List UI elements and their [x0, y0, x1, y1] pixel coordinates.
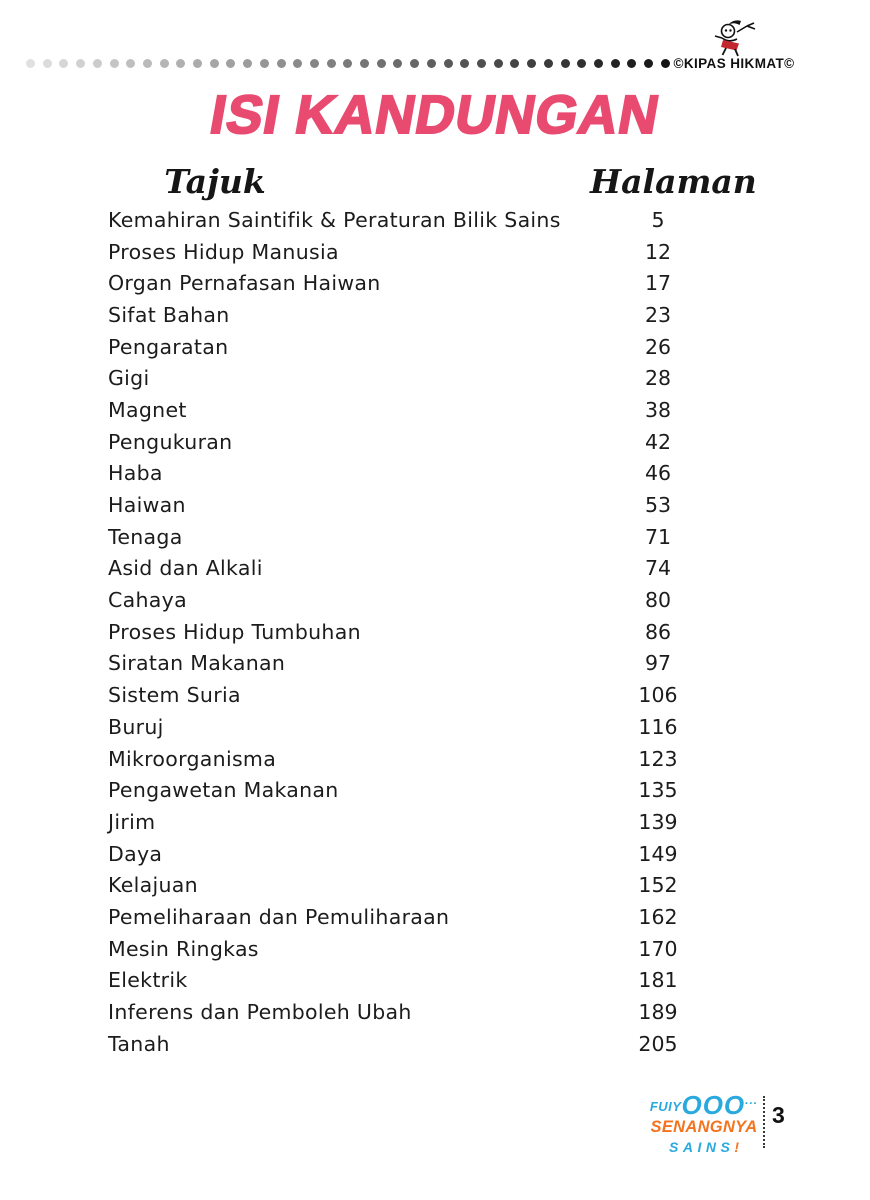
series-logo-fuiy: FUIY — [649, 1099, 682, 1114]
toc-row — [108, 806, 848, 838]
toc-row — [108, 1028, 848, 1060]
toc-entry-page: 170 — [638, 936, 678, 961]
toc-entry-page: 53 — [644, 493, 672, 518]
toc-row — [108, 616, 848, 648]
toc-entry-page: 38 — [644, 397, 672, 422]
toc-row — [108, 996, 848, 1028]
toc-entry-title: Pengukuran — [108, 429, 233, 454]
toc-row — [108, 553, 848, 585]
toc-header-row — [0, 162, 870, 206]
toc-entry-title: Jirim — [108, 809, 156, 834]
toc-row — [108, 362, 848, 394]
toc-row — [108, 426, 848, 458]
toc-entry-page: 205 — [638, 1031, 678, 1056]
toc-row — [108, 869, 848, 901]
page-number: 3 — [772, 1102, 785, 1128]
toc-entry-page: 17 — [644, 271, 672, 296]
toc-entry-title: Haiwan — [108, 493, 186, 518]
toc-row — [108, 648, 848, 680]
toc-row — [108, 711, 848, 743]
publisher-brand — [664, 18, 804, 71]
dotted-divider — [26, 58, 670, 68]
toc-entry-title: Sistem Suria — [108, 683, 241, 708]
series-logo-exclamation: ! — [734, 1138, 739, 1155]
toc-row — [108, 584, 848, 616]
toc-entry-title: Magnet — [108, 397, 187, 422]
toc-row — [108, 679, 848, 711]
toc-entry-page: 86 — [644, 619, 672, 644]
toc-entry-title: Proses Hidup Tumbuhan — [108, 619, 361, 644]
toc-entry-title: Mikroorganisma — [108, 746, 277, 771]
toc-entry-title: Asid dan Alkali — [108, 556, 263, 581]
toc-entry-page: 149 — [638, 841, 678, 866]
toc-entry-page: 28 — [644, 366, 672, 391]
toc-entry-page: 46 — [644, 461, 672, 486]
column-header-topic: Tajuk — [164, 162, 266, 201]
toc-entry-title: Pemeliharaan dan Pemuliharaan — [108, 904, 450, 929]
toc-entry-page: 189 — [638, 1000, 678, 1025]
footer-dotted-divider — [763, 1096, 765, 1148]
toc-row — [108, 965, 848, 997]
toc-entry-title: Buruj — [108, 714, 164, 739]
toc-entry-title: Daya — [108, 841, 163, 866]
toc-entry-title: Pengawetan Makanan — [108, 778, 339, 803]
toc-entry-title: Gigi — [108, 366, 150, 391]
toc-entry-page: 139 — [638, 809, 678, 834]
toc-entry-page: 80 — [644, 588, 672, 613]
toc-list — [108, 204, 848, 1060]
toc-row — [108, 933, 848, 965]
toc-entry-title: Proses Hidup Manusia — [108, 239, 339, 264]
toc-row — [108, 299, 848, 331]
series-logo — [648, 1092, 760, 1156]
series-logo-sains: SAINS — [669, 1138, 735, 1155]
publisher-name: ©KIPAS HIKMAT© — [673, 56, 795, 71]
toc-entry-page: 23 — [644, 302, 672, 327]
toc-row — [108, 838, 848, 870]
toc-entry-title: Haba — [108, 461, 163, 486]
toc-entry-page: 42 — [644, 429, 672, 454]
toc-row — [108, 267, 848, 299]
toc-entry-page: 152 — [638, 873, 678, 898]
toc-entry-title: Inferens dan Pemboleh Ubah — [108, 1000, 412, 1025]
toc-entry-title: Kelajuan — [108, 873, 198, 898]
toc-row — [108, 489, 848, 521]
series-logo-line1 — [648, 1092, 760, 1118]
toc-entry-page: 12 — [644, 239, 672, 264]
toc-entry-page: 26 — [644, 334, 672, 359]
toc-entry-page: 106 — [638, 683, 678, 708]
toc-row — [108, 204, 848, 236]
toc-entry-title: Elektrik — [108, 968, 188, 993]
series-logo-line3 — [648, 1140, 760, 1156]
toc-entry-page: 162 — [638, 904, 678, 929]
toc-entry-title: Siratan Makanan — [108, 651, 286, 676]
column-header-page: Halaman — [590, 162, 757, 201]
toc-entry-page: 135 — [638, 778, 678, 803]
kipas-hikmat-mascot-icon — [701, 18, 767, 58]
toc-entry-page: 123 — [638, 746, 678, 771]
toc-row — [108, 458, 848, 490]
toc-entry-page: 5 — [651, 207, 665, 232]
toc-row — [108, 331, 848, 363]
toc-entry-title: Kemahiran Saintifik & Peraturan Bilik Sains — [108, 207, 561, 232]
toc-entry-title: Mesin Ringkas — [108, 936, 259, 961]
toc-row — [108, 521, 848, 553]
series-logo-ellipsis: ... — [745, 1093, 759, 1107]
toc-row — [108, 394, 848, 426]
series-logo-ooo: OOO — [681, 1090, 746, 1120]
toc-entry-title: Organ Pernafasan Haiwan — [108, 271, 381, 296]
toc-entry-title: Pengaratan — [108, 334, 229, 359]
toc-row — [108, 743, 848, 775]
series-logo-senangnya: SENANGNYA — [650, 1118, 758, 1136]
toc-entry-title: Cahaya — [108, 588, 187, 613]
toc-entry-page: 74 — [644, 556, 672, 581]
toc-entry-page: 181 — [638, 968, 678, 993]
toc-entry-title: Sifat Bahan — [108, 302, 230, 327]
page-title: ISI KANDUNGAN — [205, 85, 665, 145]
toc-entry-page: 71 — [644, 524, 672, 549]
toc-entry-title: Tanah — [108, 1031, 170, 1056]
toc-entry-title: Tenaga — [108, 524, 183, 549]
toc-entry-page: 116 — [638, 714, 678, 739]
toc-row — [108, 236, 848, 268]
toc-row — [108, 774, 848, 806]
toc-row — [108, 901, 848, 933]
toc-entry-page: 97 — [644, 651, 672, 676]
